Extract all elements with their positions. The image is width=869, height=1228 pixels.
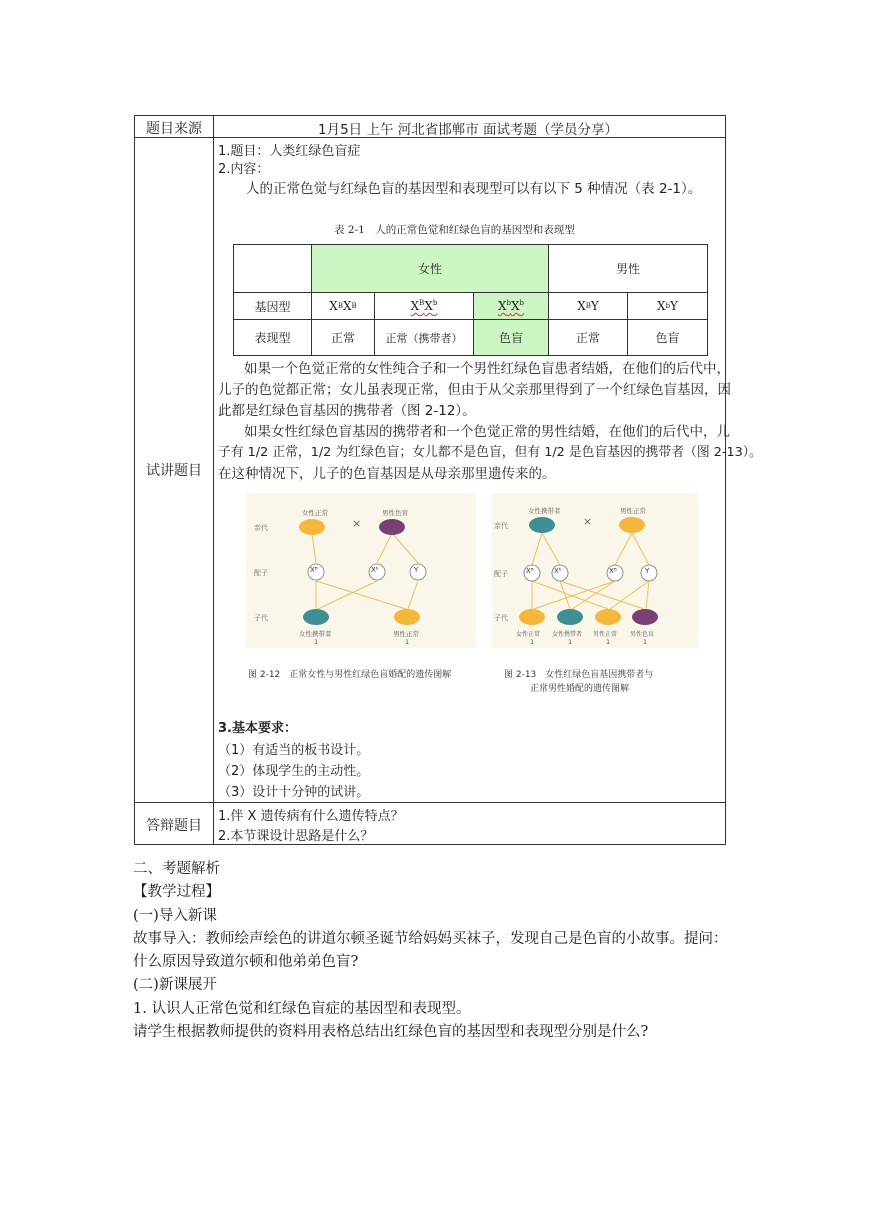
- gamete: Xᴮ: [526, 567, 534, 575]
- teaching-process-heading: 【教学过程】: [133, 884, 220, 900]
- phenotype-cell: 正常: [311, 319, 375, 356]
- figure-2-12: [246, 493, 476, 668]
- genotype-label: 基因型: [233, 292, 312, 320]
- female-header: 女性: [311, 244, 549, 293]
- figure-2-12-caption: 图 2-12 正常女性与男性红绿色盲婚配的遗传图解: [248, 670, 452, 680]
- ratio: 1: [530, 638, 535, 646]
- gamete: Xᴮ: [609, 567, 617, 575]
- paragraph-line: 如果一个色觉正常的女性纯合子和一个男性红绿色盲患者结婚，在他们的后代中，: [244, 361, 730, 377]
- ratio: 1: [568, 638, 573, 646]
- requirement-item: （2）体现学生的主动性。: [218, 764, 370, 779]
- gamete: Y: [414, 566, 419, 574]
- phenotype-label: 表现型: [233, 319, 312, 356]
- gamete: Xᵇ: [554, 567, 562, 575]
- paragraph-line: 子有 1/2 正常，1/2 为红绿色盲；女儿都不是色盲，但有 1/2 是色盲基因的携带者（图 2-13）。: [218, 445, 762, 460]
- source-value: 1月5日 上午 河北省邯郸市 面试考题（学员分享）: [318, 122, 619, 138]
- phenotype-cell: 正常: [548, 319, 628, 356]
- gene-table-caption: 表 2-1 人的正常色觉和红绿色盲的基因型和表现型: [334, 224, 575, 236]
- father-label: 男性正常: [620, 507, 646, 515]
- cross-symbol: ×: [583, 515, 593, 528]
- lecture-topic-label: 试讲题目: [146, 463, 202, 479]
- genotype-cell: $X^bX^b$: [473, 292, 549, 320]
- defense-question: 2.本节课设计思路是什么？: [218, 829, 374, 844]
- phenotype-cell: 正常（携带者）: [374, 319, 474, 356]
- requirements-title: 3.基本要求：: [218, 721, 297, 736]
- child-label: 男性正常: [593, 631, 618, 638]
- requirement-item: （1）有适当的板书设计。: [218, 743, 370, 758]
- body-line: 故事导入：教师绘声绘色的讲道尔顿圣诞节给妈妈买袜子，发现自己是色盲的小故事。提问：: [133, 931, 728, 947]
- defense-question: 1.伴 X 遗传病有什么遗传特点？: [218, 809, 404, 824]
- topic-line: 1.题目：人类红绿色盲症: [218, 144, 361, 159]
- gamete: Xᵇ: [371, 566, 379, 574]
- children-label: 子代: [494, 614, 508, 622]
- child-label: 女性携带者: [552, 631, 583, 638]
- child-label: 男性正常: [393, 630, 419, 638]
- genotype-cell: X B Y: [548, 292, 628, 320]
- ratio: 1: [314, 638, 319, 646]
- gamete: Xᴮ: [310, 566, 318, 574]
- intro-line: 人的正常色觉与红绿色盲的基因型和表现型可以有以下 5 种情况（表 2-1）。: [246, 181, 702, 197]
- genotype-cell: $X^BX^b$: [374, 292, 474, 320]
- child-label: 男性色盲: [630, 631, 655, 638]
- parents-label: 亲代: [254, 524, 268, 532]
- gamete: Y: [645, 567, 650, 575]
- paragraph-line: 儿子的色觉都正常；女儿虽表现正常，但由于从父亲那里得到了一个红绿色盲基因，因: [218, 382, 731, 398]
- parents-label: 亲代: [494, 522, 508, 530]
- inheritance-diagram: [492, 493, 698, 668]
- table-column-divider: [213, 115, 214, 845]
- step-heading: (二)新课展开: [133, 977, 217, 993]
- figure-2-13-caption: 正常男性婚配的遗传图解: [530, 684, 630, 694]
- children-label: 子代: [254, 614, 268, 622]
- child-label: 女性携带者: [299, 630, 332, 638]
- gametes-label: 配子: [494, 570, 508, 578]
- body-line: 请学生根据教师提供的资料用表格总结出红绿色盲的基因型和表现型分别是什么?: [133, 1024, 649, 1040]
- defense-label: 答辩题目: [146, 818, 202, 834]
- step-heading: (一)导入新课: [133, 908, 217, 924]
- section-heading: 二、考题解析: [133, 861, 220, 877]
- ratio: 1: [606, 638, 611, 646]
- phenotype-cell: 色盲: [627, 319, 708, 356]
- child-label: 女性正常: [516, 631, 541, 638]
- paragraph-line: 如果女性红绿色盲基因的携带者和一个色觉正常的男性结婚，在他们的后代中，儿: [244, 424, 730, 440]
- body-line: 1. 认识人正常色觉和红绿色盲症的基因型和表现型。: [133, 1001, 471, 1017]
- paragraph-line: 在这种情况下，儿子的色盲基因是从母亲那里遗传来的。: [218, 466, 556, 482]
- mother-label: 女性正常: [302, 509, 328, 517]
- phenotype-cell: 色盲: [473, 319, 549, 356]
- figure-2-13: [492, 493, 698, 668]
- mother-label: 女性携带者: [528, 507, 561, 515]
- genotype-cell: X B X B: [311, 292, 375, 320]
- body-line: 什么原因导致道尔顿和他弟弟色盲?: [133, 954, 359, 970]
- paragraph-line: 此都是红绿色盲基因的携带者（图 2-12）。: [218, 403, 476, 419]
- male-header: 男性: [548, 244, 708, 293]
- figure-2-13-caption: 图 2-13 女性红绿色盲基因携带者与: [504, 670, 654, 680]
- father-label: 男性色盲: [382, 509, 408, 517]
- content-label: 2.内容：: [218, 162, 270, 177]
- table-divider: [134, 802, 726, 803]
- ratio: 1: [405, 638, 410, 646]
- gene-table-corner: [233, 244, 312, 293]
- requirement-item: （3）设计十分钟的试讲。: [218, 785, 370, 800]
- genotype-cell: X b Y: [627, 292, 708, 320]
- gametes-label: 配子: [254, 569, 268, 577]
- source-label: 题目来源: [146, 121, 202, 137]
- cross-symbol: ×: [352, 517, 362, 530]
- ratio: 1: [643, 638, 648, 646]
